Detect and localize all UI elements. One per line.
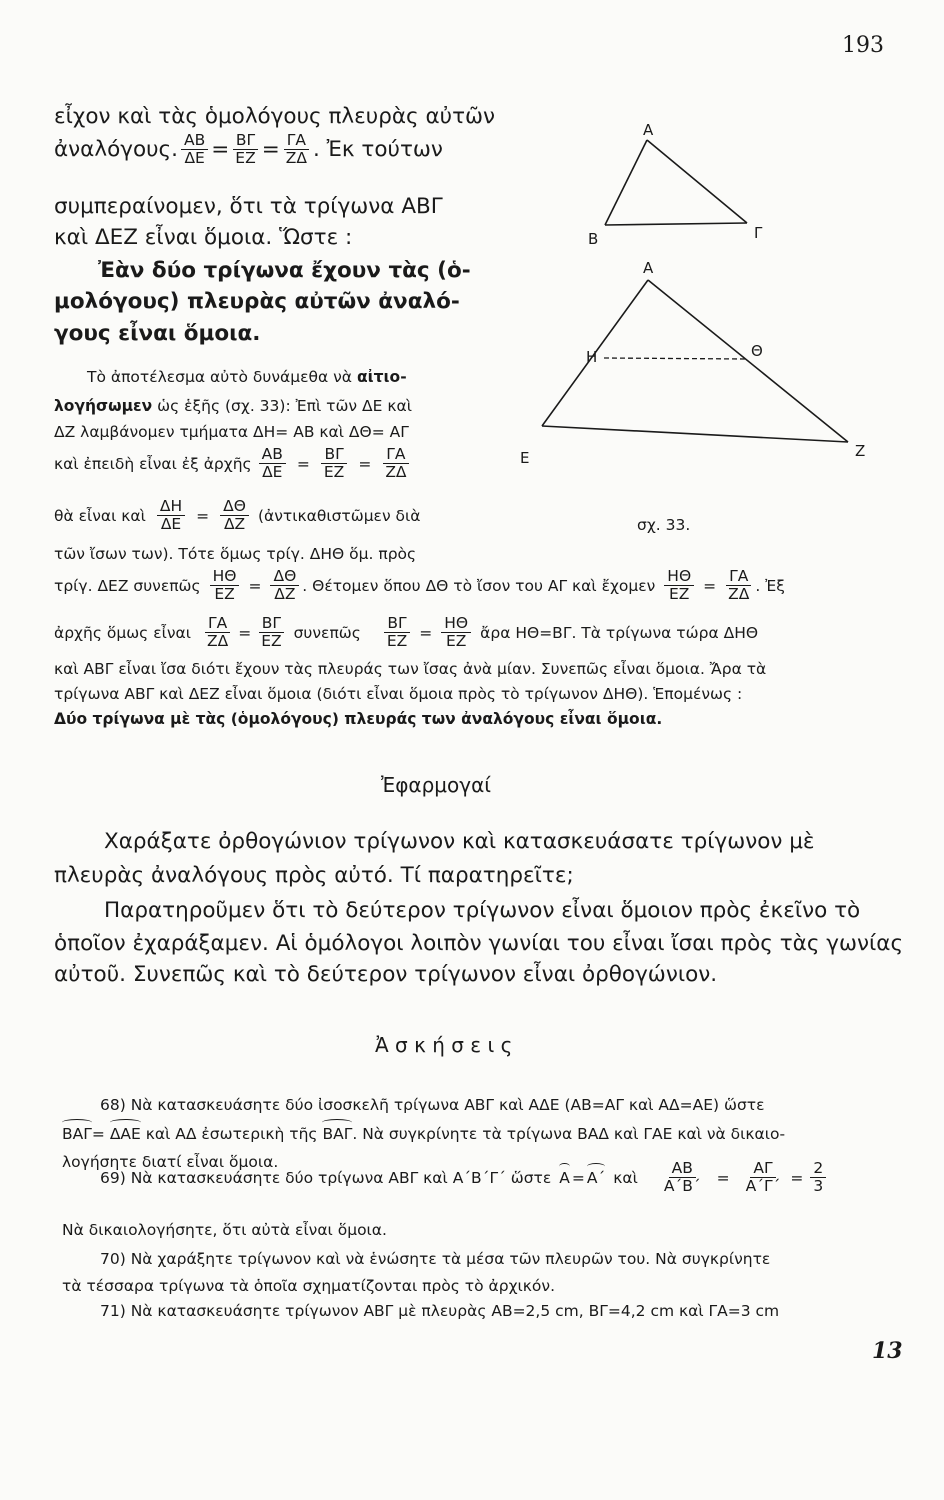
fraction-two-thirds — [810, 1160, 826, 1195]
equals-sign: = — [296, 454, 310, 473]
fraction-bg-ez-3 — [258, 615, 284, 650]
angle-bag: ΒΑΓ — [62, 1125, 92, 1143]
large-label-th: Θ — [751, 342, 763, 360]
fraction-numerator: ΑΒ — [181, 132, 208, 150]
fraction-numerator: ΒΓ — [233, 132, 258, 150]
exercise-68-line-3: λογήσητε διατί εἶναι ὅμοια. — [62, 1153, 279, 1171]
fraction-numerator: ΓΑ — [284, 132, 309, 150]
fraction-dth-dz — [220, 498, 249, 533]
exercise-69-kai: καὶ — [613, 1168, 638, 1187]
fraction-numerator: ΓΑ — [205, 615, 230, 633]
small-triangle-side-bg — [605, 223, 747, 225]
large-label-a: Α — [643, 259, 654, 277]
page-number: 193 — [842, 33, 884, 58]
theorem-line-2: μολόγους) πλευρὰς αὐτῶν ἀναλό- — [54, 289, 460, 314]
application-answer-1: Παρατηροῦμεν ὅτι τὸ δεύτερον τρίγωνον εἶναι ὅμοιον πρὸς ἐκεῖνο τὸ — [104, 898, 861, 923]
equals-sign: = — [358, 454, 372, 473]
theorem-line-3: γους εἶναι ὅμοια. — [54, 321, 261, 346]
application-question-2: πλευρὰς ἀναλόγους πρὸς αὐτό. Τί παρατηρεῖτε; — [54, 863, 574, 888]
fraction-numerator: ΗΘ — [664, 568, 694, 586]
fraction-hth-ez — [210, 568, 240, 603]
exercise-68-line-2 — [62, 1125, 785, 1143]
fraction-hth-ez-2 — [664, 568, 694, 603]
fraction-ga-zd-2 — [382, 446, 409, 481]
proof-line-10: τρίγωνα ΑΒΓ καὶ ΔΕΖ εἶναι ὅμοια (διότι εἶναι ὅμοια πρὸς τὸ τρίγωνον ΔΗΘ). Ἑπομένως : — [54, 685, 743, 703]
fraction-numerator: ΓΑ — [383, 446, 408, 464]
fraction-denominator: ΕΖ — [446, 632, 467, 651]
proof-line-8-text-a: ἀρχῆς ὅμως εἶναι — [54, 623, 191, 642]
fraction-ga-zd-4 — [204, 615, 231, 650]
proof-line-2-text: ὡς ἑξῆς (σχ. 33): Ἐπὶ τῶν ΔΕ καὶ — [157, 397, 412, 415]
large-triangle-side-dz — [648, 280, 848, 442]
angle-bag-2: ΒΑΓ — [322, 1125, 353, 1143]
small-label-g: Γ — [754, 224, 763, 242]
theorem-line-1: Ἐὰν δύο τρίγωνα ἔχουν τὰς (ὁ- — [98, 258, 471, 283]
fraction-denominator: ΕΖ — [235, 149, 256, 168]
fraction-denominator: ΔΕ — [262, 463, 283, 482]
text-line-1: εἶχον καὶ τὰς ὁμολόγους πλευρὰς αὐτῶν — [54, 104, 496, 129]
exercise-69-line-1 — [100, 1160, 829, 1195]
equals-sign: = — [261, 137, 280, 163]
proof-line-7-text-b: . Θέτομεν ὅπου ΔΘ τὸ ἴσον του ΑΓ καὶ ἔχομεν — [302, 576, 656, 595]
fraction-numerator: ΑΒ — [259, 446, 286, 464]
equals-sign: = — [238, 623, 252, 642]
proof-line-4 — [54, 446, 413, 481]
fraction-numerator: ΒΓ — [321, 446, 346, 464]
proof-keyword-b: λογήσωμεν — [54, 397, 153, 415]
fraction-denominator: ΕΖ — [669, 585, 690, 604]
fraction-numerator: ΒΓ — [384, 615, 409, 633]
fraction-denominator: ΔΕ — [184, 149, 205, 168]
equals-sign: = — [91, 1125, 105, 1143]
equals-sign: = — [703, 576, 717, 595]
angle-a-prime: Α΄ — [586, 1168, 606, 1187]
exercise-68-end-text: . Νὰ συγκρίνητε τὰ τρίγωνα ΒΑΔ καὶ ΓΑΕ καὶ νὰ δικαιο- — [352, 1125, 786, 1143]
application-answer-3: αὐτοῦ. Συνεπῶς καὶ τὸ δεύτερον τρίγωνον εἶναι ὀρθογώνιον. — [54, 962, 718, 987]
small-triangle-side-ab — [605, 140, 647, 225]
text-line-4: καὶ ΔΕΖ εἶναι ὅμοια. Ὥστε : — [54, 225, 353, 250]
fraction-denominator: ΔΖ — [274, 585, 296, 604]
fraction-denominator: ΖΔ — [285, 149, 307, 168]
proof-line-1 — [87, 368, 407, 386]
proof-line-5-text: θὰ εἶναι καὶ — [54, 506, 146, 525]
fraction-ga-zd — [283, 132, 310, 167]
fraction-denominator: Α΄Β΄ — [663, 1177, 701, 1196]
exercise-69-text: 69) Νὰ κατασκευάσητε δύο τρίγωνα ΑΒΓ καὶ Α΄Β΄Γ΄ ὥστε — [100, 1168, 552, 1187]
text-line-2-pre: ἀναλόγους. — [54, 137, 179, 163]
proof-line-8 — [54, 615, 758, 650]
application-question-1: Χαράξατε ὀρθογώνιον τρίγωνον καὶ κατασκευάσατε τρίγωνον μὲ — [104, 829, 815, 854]
fraction-dth-dz-2 — [270, 568, 299, 603]
fraction-denominator: ΖΔ — [206, 632, 229, 651]
fraction-denominator: ΕΖ — [386, 632, 408, 651]
fraction-denominator: ΕΖ — [323, 463, 345, 482]
proof-line-9: καὶ ΑΒΓ εἶναι ἴσα διότι ἔχουν τὰς πλευράς των ἴσας ἀνὰ μίαν. Συνεπῶς εἶναι ὅμοια. Ἄρα τὰ — [54, 660, 767, 678]
fraction-hth-ez-3 — [441, 615, 471, 650]
figure-33 — [500, 110, 920, 490]
exercise-69-line-2: Νὰ δικαιολογήσητε, ὅτι αὐτὰ εἶναι ὅμοια. — [62, 1221, 387, 1239]
signature-mark: 13 — [872, 1338, 903, 1364]
equals-sign: = — [716, 1168, 730, 1187]
fraction-denominator: 3 — [813, 1177, 824, 1196]
fraction-numerator: ΑΒ — [669, 1160, 696, 1178]
fraction-ga-zd-3 — [725, 568, 752, 603]
equals-sign: = — [419, 623, 433, 642]
text-line-2-post: . Ἐκ τούτων — [312, 137, 443, 163]
large-triangle-side-ez — [542, 426, 848, 442]
large-label-z: Ζ — [855, 442, 866, 460]
fraction-numerator: ΔΘ — [220, 498, 249, 516]
angle-dae: ΔΑΕ — [109, 1125, 141, 1143]
application-answer-2: ὁποῖον ἐχαράξαμεν. Αἱ ὁμόλογοι λοιπὸν γωνίαι του εἶναι ἴσαι πρὸς τὰς γωνίας — [54, 931, 904, 956]
fraction-bg-ez-2 — [321, 446, 347, 481]
proof-line-7-text-a: τρίγ. ΔΕΖ συνεπῶς — [54, 576, 201, 595]
proof-line-1-text: Τὸ ἀποτέλεσμα αὐτὸ δυνάμεθα νὰ — [87, 368, 352, 386]
text-line-3: συμπεραίνομεν, ὅτι τὰ τρίγωνα ΑΒΓ — [54, 194, 443, 219]
equals-sign: = — [211, 137, 230, 163]
exercise-70-line-2: τὰ τέσσαρα τρίγωνα τὰ ὁποῖα σχηματίζονται πρὸς τὸ ἀρχικόν. — [62, 1277, 555, 1295]
exercise-71-line-1: 71) Νὰ κατασκευάσητε τρίγωνον ΑΒΓ μὲ πλευρὰς ΑΒ=2,5 cm, ΒΓ=4,2 cm καὶ ΓΑ=3 cm — [100, 1302, 780, 1320]
fraction-denominator: ΔΖ — [223, 515, 246, 534]
fraction-denominator: ΔΕ — [160, 515, 182, 534]
fraction-bg-ez-4 — [384, 615, 410, 650]
proof-line-2 — [54, 397, 412, 415]
small-triangle-side-ag — [647, 140, 747, 223]
exercise-68-mid-text: καὶ ΑΔ ἐσωτερικὴ τῆς — [145, 1125, 318, 1143]
segment-h-th — [604, 358, 747, 359]
fraction-numerator: ΔΗ — [157, 498, 185, 516]
fraction-numerator: ΗΘ — [210, 568, 240, 586]
proof-line-7-text-c: . Ἐξ — [755, 576, 785, 595]
fraction-numerator: ΑΓ — [750, 1160, 775, 1178]
equals-sign: = — [571, 1168, 585, 1187]
equals-sign: = — [196, 506, 210, 525]
proof-line-6: τῶν ἴσων των). Τότε ὅμως τρίγ. ΔΗΘ ὅμ. πρὸς — [54, 545, 417, 563]
section-title-exercises: Ἀ σ κ ή σ ε ι ς — [375, 1033, 513, 1057]
small-label-a: Α — [643, 121, 654, 139]
fraction-denominator: ΖΔ — [728, 585, 750, 604]
fraction-numerator: ΓΑ — [726, 568, 751, 586]
fraction-numerator: ΗΘ — [441, 615, 471, 633]
fraction-denominator: ΖΔ — [385, 463, 407, 482]
section-title-applications: Ἐφαρμογαί — [381, 773, 492, 797]
fraction-numerator: ΔΘ — [270, 568, 299, 586]
large-label-e: Ε — [520, 449, 530, 467]
fraction-dh-de — [157, 498, 185, 533]
fraction-denominator: Α΄Γ΄ — [745, 1177, 781, 1196]
proof-keyword-a: αἰτιο- — [356, 368, 407, 386]
fraction-bg-ez — [232, 132, 258, 167]
text-line-2 — [54, 132, 443, 167]
large-label-h: Η — [586, 348, 598, 366]
proof-line-5 — [54, 498, 420, 533]
exercise-68-line-1: 68) Νὰ κατασκευάσητε δύο ἰσοσκελῆ τρίγωνα ΑΒΓ καὶ ΑΔΕ (ΑΒ=ΑΓ καὶ ΑΔ=ΑΕ) ὥστε — [100, 1096, 765, 1114]
fraction-numerator: 2 — [810, 1160, 826, 1178]
fraction-numerator: ΒΓ — [259, 615, 284, 633]
proof-line-5-note: (ἀντικαθιστῶμεν διὰ — [257, 506, 421, 525]
exercise-70-line-1: 70) Νὰ χαράξητε τρίγωνον καὶ νὰ ἑνώσητε τὰ μέσα τῶν πλευρῶν του. Νὰ συγκρίνητε — [100, 1250, 771, 1268]
proof-line-7 — [54, 568, 785, 603]
angle-a: Α — [559, 1168, 570, 1187]
fraction-ab-de-2 — [259, 446, 286, 481]
equals-sign: = — [790, 1168, 804, 1187]
fraction-denominator: ΕΖ — [214, 585, 235, 604]
figure-caption: σχ. 33. — [637, 516, 691, 534]
fraction-ab-de — [181, 132, 208, 167]
fraction-ab-a1b1 — [661, 1160, 704, 1195]
proof-line-8-text-c: ἄρα ΗΘ=ΒΓ. Τὰ τρίγωνα τώρα ΔΗΘ — [480, 623, 759, 642]
proof-line-4-text: καὶ ἐπειδὴ εἶναι ἐξ ἀρχῆς — [54, 454, 252, 473]
fraction-denominator: ΕΖ — [261, 632, 282, 651]
fraction-ag-a1g1 — [743, 1160, 784, 1195]
conclusion-statement: Δύο τρίγωνα μὲ τὰς (ὁμολόγους) πλευράς των ἀναλόγους εἶναι ὅμοια. — [54, 710, 663, 728]
equals-sign: = — [248, 576, 262, 595]
small-label-b: Β — [588, 230, 599, 248]
proof-line-8-text-b: συνεπῶς — [293, 623, 361, 642]
proof-line-3: ΔΖ λαμβάνομεν τμήματα ΔΗ= ΑΒ καὶ ΔΘ= ΑΓ — [54, 423, 409, 441]
